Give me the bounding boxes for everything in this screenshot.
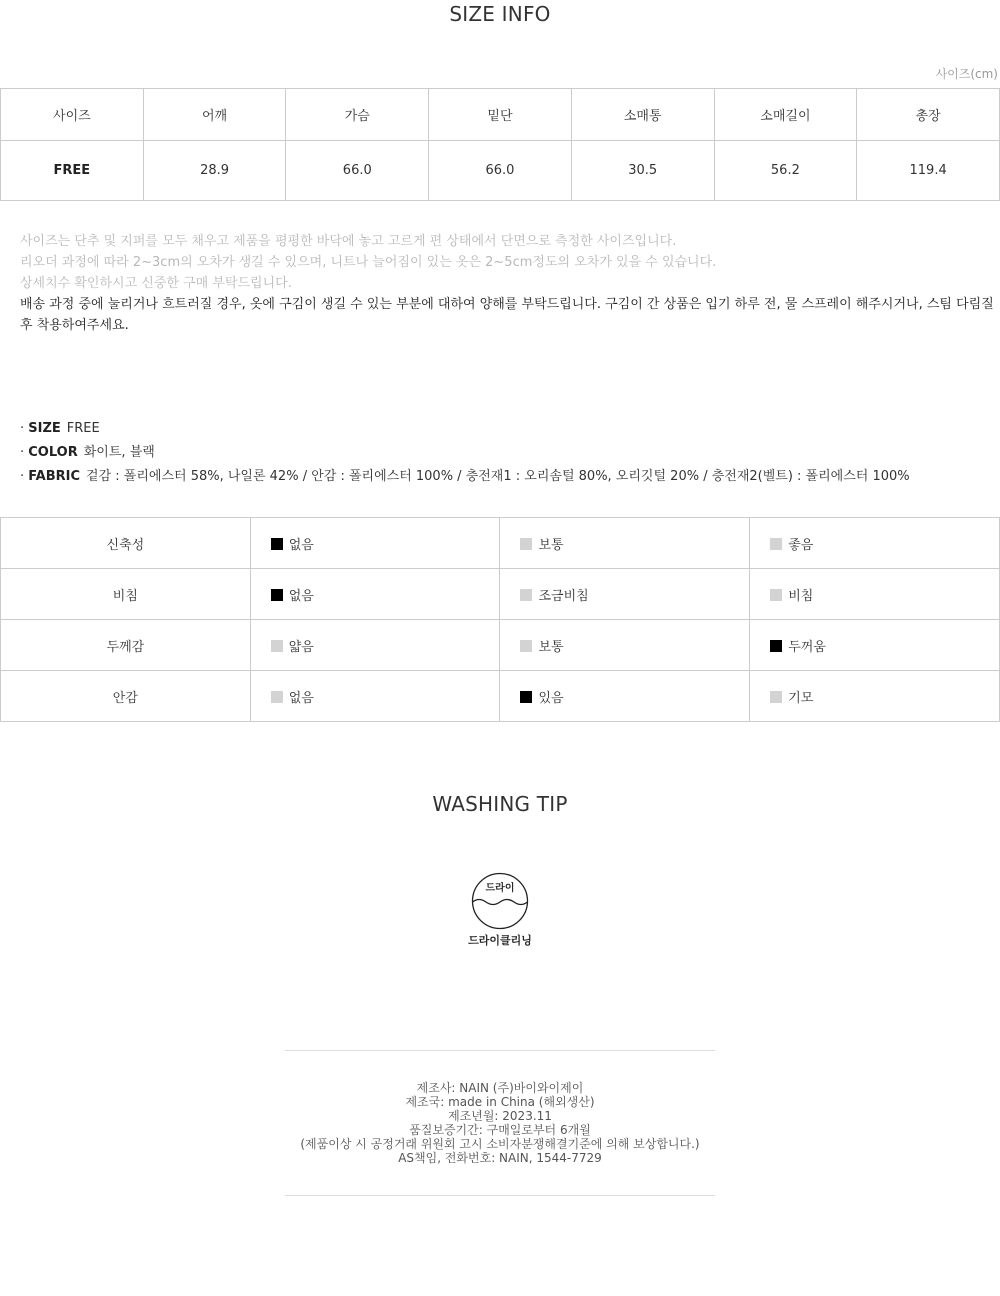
product-specs [20,417,910,489]
attribute-option [250,620,500,671]
attribute-row-lining [1,671,1000,722]
size-value-cell: 66.0 [429,141,572,201]
checkbox-icon [770,538,782,550]
spec-size: · SIZE FREE [20,421,100,436]
attribute-option [250,671,500,722]
note-tolerance: 리오더 과정에 따라 2~3cm의 오차가 생길 수 있으며, 니트나 늘어짐이 있는 옷은 2~5cm정도의 오차가 있을 수 있습니다. [20,255,717,270]
spec-fabric: · FABRIC 겉감 : 폴리에스터 58%, 나일론 42% / 안감 : 폴리에스터 100% / 충전재1 : 오리솜털 80%, 오리깃털 20% / 충전재2(벨트) : 폴리에스터 100% [20,469,910,484]
attribute-label: 두께감 [1,620,251,671]
spec-fabric-label: FABRIC [28,469,81,484]
size-header-cell: 총장 [857,89,1000,141]
checkbox-icon [520,640,532,652]
attribute-option [750,620,1000,671]
size-table-row [1,141,1000,201]
attribute-option-label: 보통 [538,639,564,655]
attribute-option-label: 비침 [788,588,814,604]
dry-clean-label: 드라이클리닝 [468,934,532,947]
attribute-option [750,518,1000,569]
attribute-option-label: 얇음 [288,639,314,655]
maker-warranty: 품질보증기간: 구매일로부터 6개월 [409,1123,591,1137]
size-value-cell: 30.5 [571,141,714,201]
attribute-option-label: 있음 [538,690,564,706]
attribute-row-thickness [1,620,1000,671]
attribute-option [750,569,1000,620]
maker-country: 제조국: made in China (해외생산) [405,1095,595,1109]
spec-color-label: COLOR [28,445,78,460]
attribute-option-label: 없음 [288,588,314,604]
attribute-option [500,518,750,569]
checkbox-icon [520,589,532,601]
checkbox-icon [520,538,532,550]
divider-bottom [285,1195,715,1196]
size-header-cell: 어깨 [143,89,286,141]
attribute-option [250,569,500,620]
note-shipping: 배송 과정 중에 눌리거나 흐트러질 경우, 옷에 구김이 생길 수 있는 부분에 대하여 양해를 부탁드립니다. 구김이 간 상품은 입기 하루 전, 물 스프레이 해주시거나, 스팀 다림질 후 착용하여주세요. [20,297,994,333]
size-value-cell: 28.9 [143,141,286,201]
size-notes [20,231,995,336]
dry-clean-icon [471,872,529,930]
maker-warranty-note: (제품이상 시 공정거래 위원회 고시 소비자분쟁해결기준에 의해 보상합니다.) [300,1137,700,1151]
attribute-option [500,671,750,722]
spec-fabric-value: 겉감 : 폴리에스터 58%, 나일론 42% / 안감 : 폴리에스터 100% / 충전재1 : 오리솜털 80%, 오리깃털 20% / 충전재2(벨트) : 폴리에스터 100% [86,469,910,484]
size-info-title: SIZE INFO [449,2,551,26]
attribute-table [0,517,1000,722]
size-value-cell: 56.2 [714,141,857,201]
manufacturer-info [0,1081,1000,1165]
size-value-cell: FREE [1,141,144,201]
attribute-option-label: 조금비침 [538,588,589,604]
checkbox-icon [770,640,782,652]
attribute-option-label: 기모 [788,690,814,706]
size-header-cell: 밑단 [429,89,572,141]
size-header-cell: 가슴 [286,89,429,141]
attribute-option-label: 없음 [288,690,314,706]
washing-tip-title: WASHING TIP [432,792,568,816]
spec-size-value: FREE [66,421,100,436]
checkbox-icon [271,538,283,550]
attribute-option-label: 없음 [288,537,314,553]
divider-top [285,1050,715,1051]
attribute-option [500,620,750,671]
attribute-option [750,671,1000,722]
attribute-label: 안감 [1,671,251,722]
note-purchase: 상세치수 확인하시고 신중한 구매 부탁드립니다. [20,276,292,291]
maker-company: 제조사: NAIN (주)바이와이제이 [416,1081,584,1095]
size-table [0,88,1000,201]
size-header-cell: 소매길이 [714,89,857,141]
note-measurement: 사이즈는 단추 및 지퍼를 모두 채우고 제품을 평평한 바닥에 놓고 고르게 편 상태에서 단면으로 측정한 사이즈입니다. [20,234,677,249]
maker-date: 제조년월: 2023.11 [448,1109,552,1123]
attribute-row-sheer [1,569,1000,620]
attribute-option [250,518,500,569]
checkbox-icon [770,589,782,601]
size-header-cell: 사이즈 [1,89,144,141]
attribute-label: 비침 [1,569,251,620]
checkbox-icon [271,691,283,703]
attribute-option-label: 좋음 [788,537,814,553]
attribute-option-label: 두꺼움 [788,639,826,655]
checkbox-icon [520,691,532,703]
size-header-cell: 소매통 [571,89,714,141]
checkbox-icon [271,640,283,652]
attribute-row-stretch [1,518,1000,569]
attribute-label: 신축성 [1,518,251,569]
maker-contact: AS책임, 전화번호: NAIN, 1544-7729 [398,1151,602,1165]
spec-size-label: SIZE [28,421,61,436]
spec-color-value: 화이트, 블랙 [83,445,155,460]
dry-clean-icon-text: 드라이 [485,883,515,894]
size-value-cell: 66.0 [286,141,429,201]
size-table-header-row [1,89,1000,141]
spec-color: · COLOR 화이트, 블랙 [20,445,155,460]
checkbox-icon [770,691,782,703]
attribute-option-label: 보통 [538,537,564,553]
size-unit-label: 사이즈(cm) [935,67,998,81]
attribute-option [500,569,750,620]
checkbox-icon [271,589,283,601]
size-value-cell: 119.4 [857,141,1000,201]
